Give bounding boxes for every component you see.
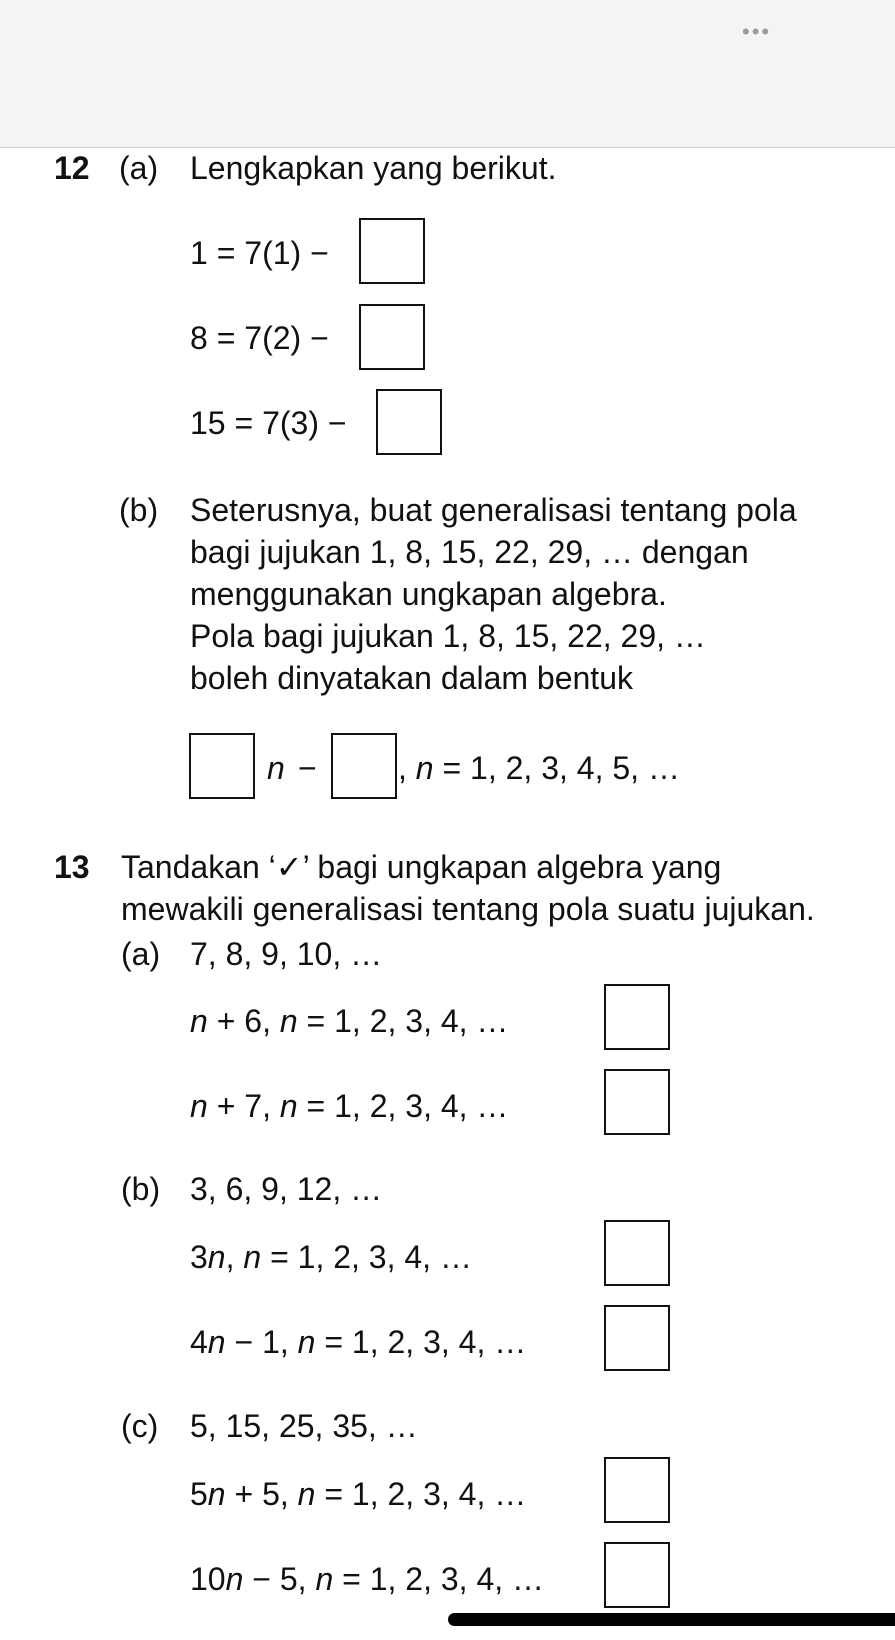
q12a-equation-3: 15 = 7(3) − [190, 405, 347, 441]
q13b-label: (b) [121, 1171, 161, 1207]
q13b-option-1: 3n, n = 1, 2, 3, 4, … [190, 1239, 472, 1275]
more-options-icon[interactable]: ••• [742, 19, 772, 44]
q12a-equation-2: 8 = 7(2) − [190, 320, 329, 356]
answer-box-q12a-1[interactable] [359, 218, 425, 284]
home-indicator [448, 1613, 895, 1626]
q12b-line-1: Seterusnya, buat generalisasi tentang pola [190, 492, 797, 528]
q12a-instruction: Lengkapkan yang berikut. [190, 150, 557, 186]
answer-box-q12a-3[interactable] [376, 389, 442, 455]
checkbox-q13b-option-2[interactable] [604, 1305, 670, 1371]
q13c-option-2: 10n − 5, n = 1, 2, 3, 4, … [190, 1561, 545, 1597]
q13c-sequence: 5, 15, 25, 35, … [190, 1408, 418, 1444]
q12b-label: (b) [119, 492, 159, 528]
answer-box-q12b-coefficient[interactable] [189, 733, 255, 799]
question-13-number: 13 [54, 849, 90, 885]
q13a-label: (a) [121, 936, 161, 972]
q13a-option-2: n + 7, n = 1, 2, 3, 4, … [190, 1088, 509, 1124]
q13-instruction-line-1: Tandakan ‘✓’ bagi ungkapan algebra yang [121, 849, 722, 885]
q12b-expression-minus: − [298, 750, 317, 786]
answer-box-q12b-constant[interactable] [331, 733, 397, 799]
q12a-label: (a) [119, 150, 159, 186]
checkbox-q13a-option-2[interactable] [604, 1069, 670, 1135]
q13a-option-1: n + 6, n = 1, 2, 3, 4, … [190, 1003, 509, 1039]
q12b-line-2: bagi jujukan 1, 8, 15, 22, 29, … dengan [190, 534, 749, 570]
q13b-option-2: 4n − 1, n = 1, 2, 3, 4, … [190, 1324, 527, 1360]
q13c-label: (c) [121, 1408, 159, 1444]
answer-box-q12a-2[interactable] [359, 304, 425, 370]
q12b-expression-range: , n = 1, 2, 3, 4, 5, … [398, 750, 680, 786]
q12b-expression-n: n [267, 750, 285, 786]
q12b-line-3: menggunakan ungkapan algebra. [190, 576, 667, 612]
question-12-number: 12 [54, 150, 90, 186]
q13b-sequence: 3, 6, 9, 12, … [190, 1171, 383, 1207]
q13c-option-1: 5n + 5, n = 1, 2, 3, 4, … [190, 1476, 527, 1512]
checkbox-q13c-option-1[interactable] [604, 1457, 670, 1523]
q13-instruction-line-2: mewakili generalisasi tentang pola suatu jujukan. [121, 891, 815, 927]
q12b-line-4: Pola bagi jujukan 1, 8, 15, 22, 29, … [190, 618, 706, 654]
checkbox-q13c-option-2[interactable] [604, 1542, 670, 1608]
q12b-line-5: boleh dinyatakan dalam bentuk [190, 660, 633, 696]
q12a-equation-1: 1 = 7(1) − [190, 235, 329, 271]
checkbox-q13a-option-1[interactable] [604, 984, 670, 1050]
checkbox-q13b-option-1[interactable] [604, 1220, 670, 1286]
q13a-sequence: 7, 8, 9, 10, … [190, 936, 383, 972]
